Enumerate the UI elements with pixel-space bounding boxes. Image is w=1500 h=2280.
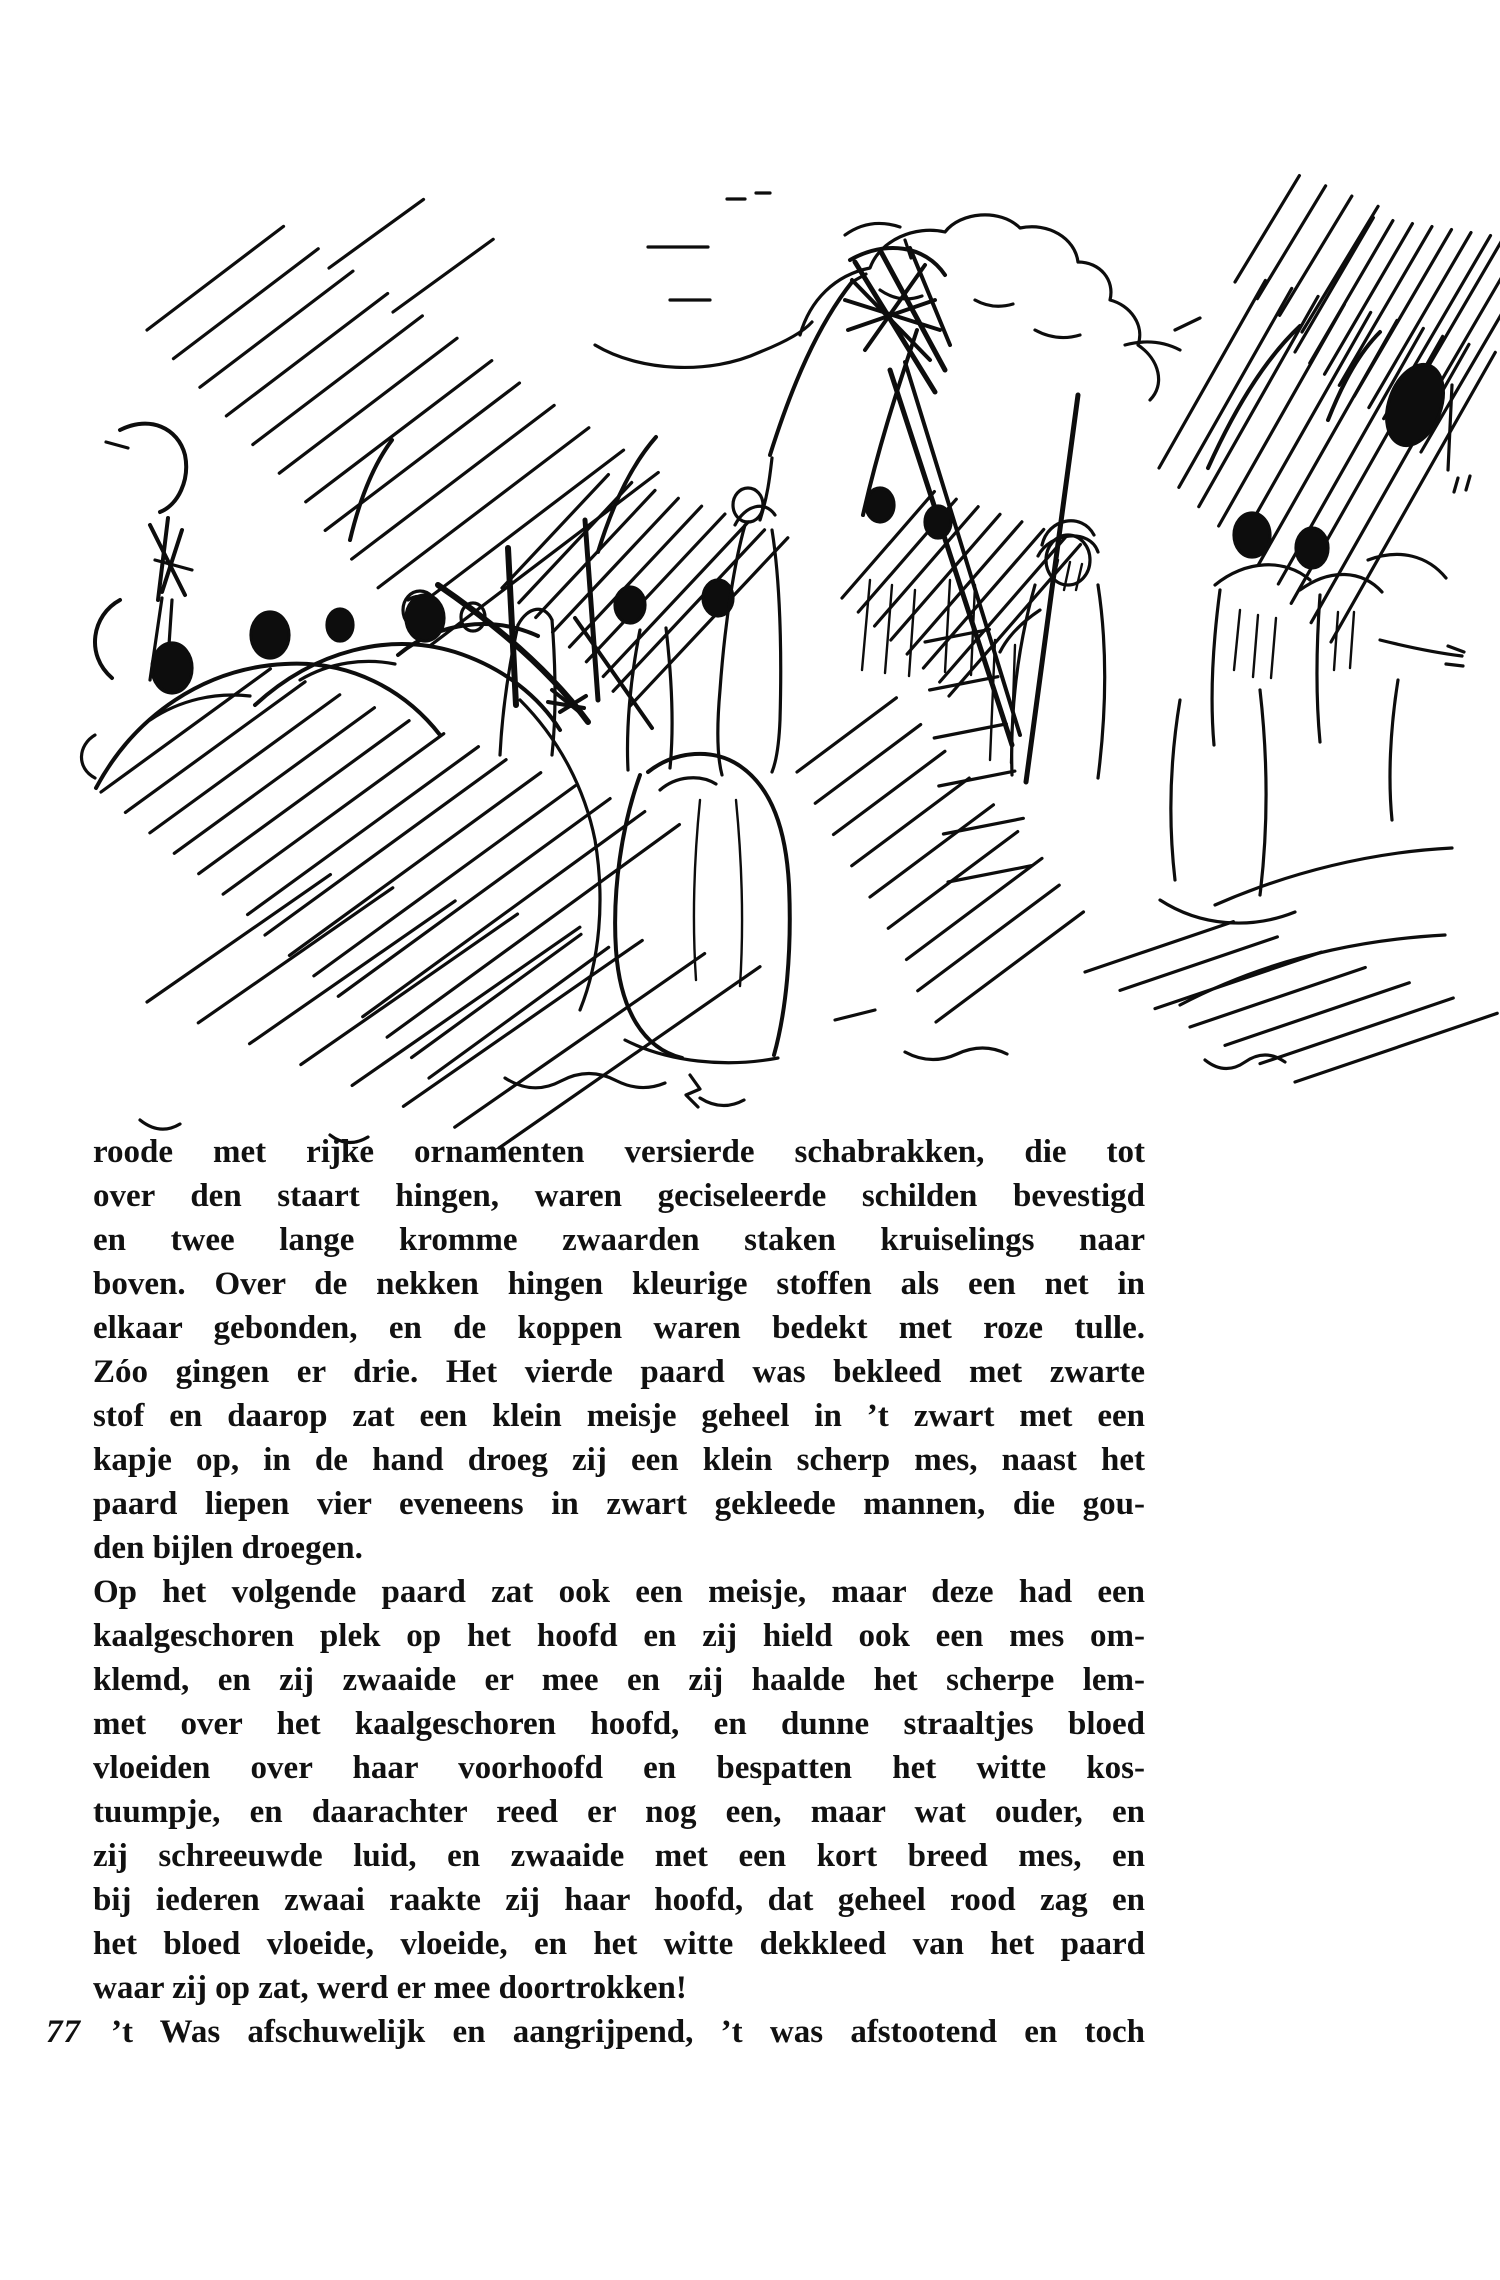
text-line: met over het kaalgeschoren hoofd, en dunne straaltjes bloed	[93, 1706, 1145, 1742]
foreground-figures	[96, 595, 600, 1143]
text-line: roode met rijke ornamenten versierde schabrakken, die tot	[93, 1134, 1145, 1170]
text-line: den bijlen droegen.	[93, 1530, 363, 1566]
text-line: Op het volgende paard zat ook een meisje, maar deze had een	[93, 1574, 1145, 1610]
text-line: zij schreeuwde luid, en zwaaide met een kort breed mes, en	[93, 1838, 1145, 1874]
text-line-content: ’t Was afschuwelijk en aangrijpend, ’t was afstootend en toch	[111, 2014, 1145, 2050]
text-line: tuumpje, en daarachter reed er nog een, maar wat ouder, en	[93, 1794, 1145, 1830]
text-line: elkaar gebonden, en de koppen waren bedekt met roze tulle.	[93, 1310, 1145, 1346]
kneeling-figure	[615, 754, 790, 1063]
hatching-top-left	[147, 199, 658, 645]
text-line: boven. Over de nekken hingen kleurige stoffen als een net in	[93, 1266, 1145, 1302]
text-line: stof en daarop zat een klein meisje geheel in ’t zwart met een	[93, 1398, 1145, 1434]
page-number: 77	[46, 2014, 81, 2050]
text-line: het bloed vloeide, vloeide, en het witte dekkleed van het paard	[93, 1926, 1145, 1962]
paragraph-1	[93, 1130, 1145, 1570]
text-line	[46, 2010, 1145, 2054]
text-line: bij iederen zwaai raakte zij haar hoofd, dat geheel rood zag en	[93, 1882, 1145, 1918]
hatching-foreground	[101, 669, 760, 1148]
text-line: Zóo gingen er drie. Het vierde paard was bekleed met zwarte	[93, 1354, 1145, 1390]
text-line: kaalgeschoren plek op het hoofd en zij hield ook een mes om-	[93, 1618, 1145, 1654]
text-line: waar zij op zat, werd er mee doortrokken!	[93, 1970, 687, 2006]
text-line: vloeiden over haar voorhoofd en bespatten het witte kos-	[93, 1750, 1145, 1786]
paragraph-2	[93, 1570, 1145, 2010]
text-line: over den staart hingen, waren geciseleerde schilden bevestigd	[93, 1178, 1145, 1214]
text-line: en twee lange kromme zwaarden staken kruiselings naar	[93, 1222, 1145, 1258]
text-line: kapje op, in de hand droeg zij een klein scherp mes, naast het	[93, 1442, 1145, 1478]
text-line: klemd, en zij zwaaide er mee en zij haalde het scherpe lem-	[93, 1662, 1145, 1698]
hatching-kneeling	[797, 629, 1497, 1082]
smoke-cloud	[595, 193, 1200, 400]
hatching-top-right	[1159, 176, 1500, 642]
paragraph-3	[46, 2010, 1145, 2054]
page-text	[46, 1130, 1145, 2054]
text-line: paard liepen vier eveneens in zwart gekleede mannen, die gou-	[93, 1486, 1145, 1522]
ground-strokes	[505, 848, 1452, 1107]
left-torch	[81, 424, 192, 778]
